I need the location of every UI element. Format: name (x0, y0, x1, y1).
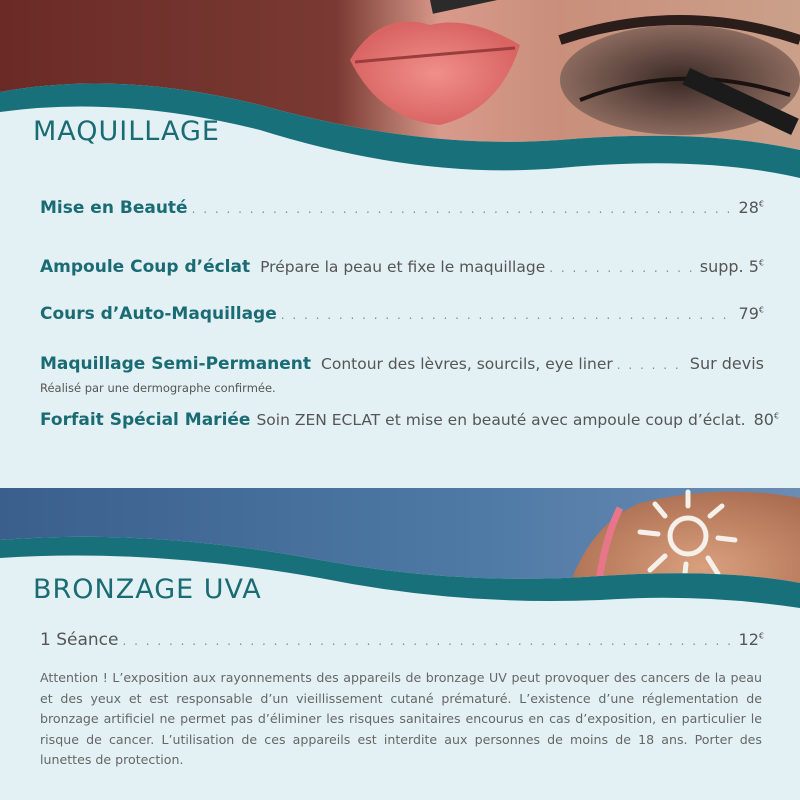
leader-dots (549, 261, 696, 275)
service-row (40, 410, 780, 430)
service-row (40, 354, 764, 374)
service-price: Sur devis (689, 354, 764, 373)
service-description: Contour des lèvres, sourcils, eye liner (321, 355, 613, 373)
leader-dots (192, 202, 735, 216)
service-row (40, 630, 764, 650)
service-name: Maquillage Semi-Permanent (40, 354, 312, 374)
leader-dots (281, 308, 735, 322)
leader-dots (122, 634, 734, 648)
makeup-hero-image (0, 0, 800, 185)
maquillage-title: MAQUILLAGE (33, 116, 220, 147)
service-name: Forfait Spécial Mariée (40, 410, 251, 430)
service-name: Mise en Beauté (40, 198, 188, 218)
service-price: 79€ (738, 304, 764, 323)
bronzage-title: BRONZAGE UVA (33, 574, 262, 605)
service-price: 12€ (738, 630, 764, 649)
service-name: Ampoule Coup d’éclat (40, 257, 251, 277)
service-row (40, 198, 764, 218)
service-row (40, 257, 764, 277)
service-description: Prépare la peau et fixe le maquillage (260, 258, 546, 276)
service-price: 28€ (738, 198, 764, 217)
service-row (40, 304, 764, 324)
service-price: supp. 5€ (699, 257, 764, 276)
service-name: Cours d’Auto-Maquillage (40, 304, 277, 324)
leader-dots (617, 358, 686, 372)
uv-warning-text: Attention ! L’exposition aux rayonnements des appareils de bronzage UV peut provoquer des cancers de la peau et des yeux et est responsable d’un vieillissement cutané prématuré. L’existence d’une réglementation de bronzage artificiel ne permet pas d’éliminer les risques sanitaires encourus en cas d’exposition, en particulier le risque de cancer. L’utilisation de ces appareils est interdite aux personnes de moins de 18 ans. Porter des lunettes de protection. (40, 670, 762, 767)
service-price: 80€ (753, 410, 780, 429)
service-description: Soin ZEN ECLAT et mise en beauté avec ampoule coup d’éclat. (256, 411, 746, 429)
service-name: 1 Séance (40, 630, 119, 650)
service-note: Réalisé par une dermographe confirmée. (40, 381, 276, 395)
